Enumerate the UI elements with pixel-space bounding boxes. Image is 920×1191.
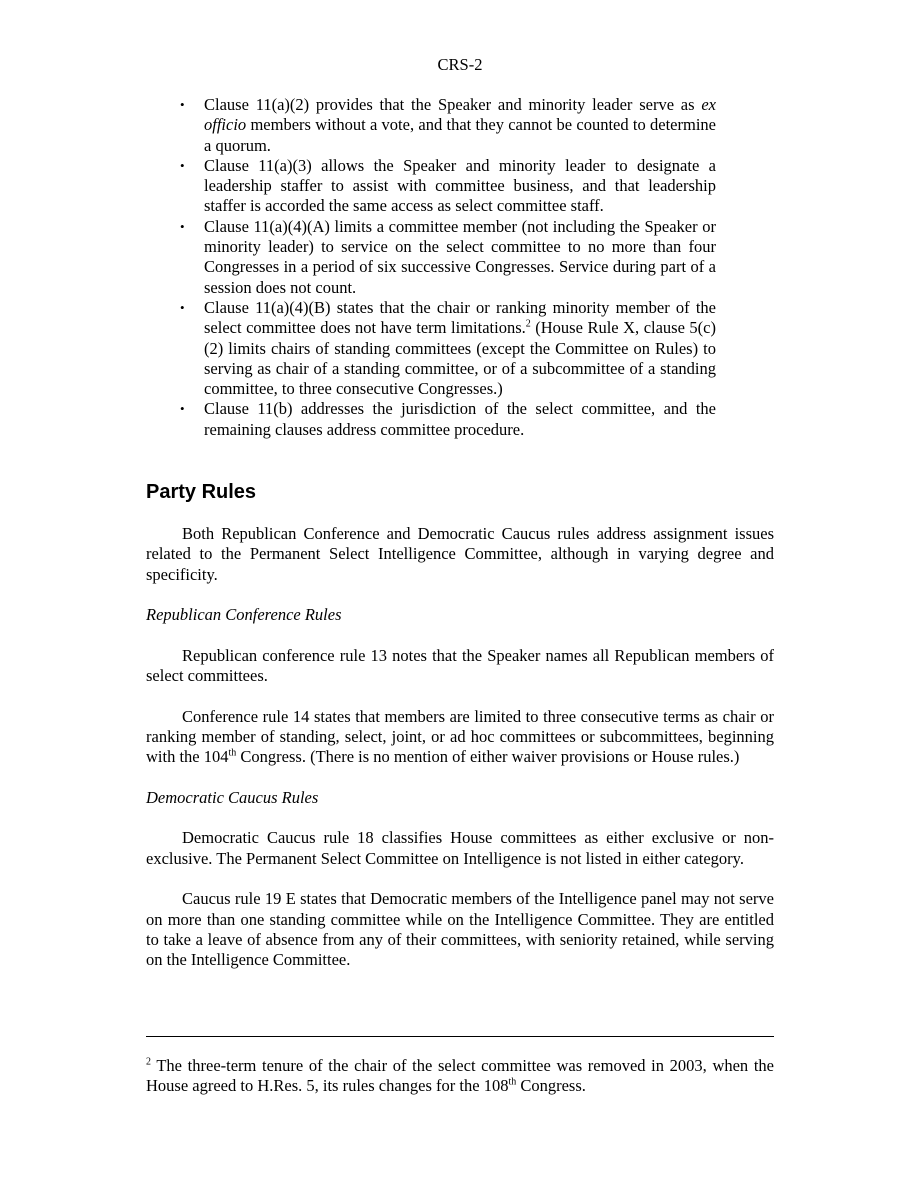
bullet-text: Clause 11(b) addresses the jurisdiction of the select committee, and the remaining clauses address committee procedure. (204, 399, 716, 439)
footnote-divider (146, 1036, 774, 1037)
ordinal-suffix: th (228, 747, 237, 759)
footnote-marker: 2 (146, 1056, 151, 1068)
footnote-text: The three-term tenure of the chair of the select committee was removed in 2003, when the House agreed to H.Res. 5, its rules changes for the 108 (146, 1056, 774, 1096)
footnote-text: Congress. (516, 1076, 586, 1096)
party-rules-body (146, 524, 774, 971)
paragraph-text: Conference rule 14 states that members are limited to three consecutive terms as chair or ranking member of standing, select, joint, or ad hoc committees or subcommittees, beginning with the 104 (146, 706, 774, 767)
bullet-icon: • (180, 157, 185, 173)
bullet-italic-text: ex officio (204, 95, 716, 135)
bullet-item (180, 156, 716, 217)
bullet-text: Clause 11(a)(4)(A) limits a committee member (not including the Speaker or minority leader) to service on the select committee to no more than four Congresses in a period of six successive Congresses. Service during part of a session does not count. (204, 216, 716, 297)
footnote-2 (146, 1056, 774, 1097)
bullet-text: Clause 11(a)(4)(B) states that the chair or ranking minority member of the select committee does not have term limitations. (204, 297, 716, 338)
bullet-item (180, 399, 716, 440)
democratic-paragraph-rule-19: Caucus rule 19 E states that Democratic members of the Intelligence panel may not serve on more than one standing committee while on the Intelligence Committee. They are entitled to take a leave of absence from any of their committees, with seniority retained, while serving on the Intelligence Committee. (146, 889, 774, 970)
bullet-icon: • (180, 218, 185, 234)
bullet-icon: • (180, 299, 185, 315)
bullet-item (180, 95, 716, 156)
intro-paragraph: Both Republican Conference and Democratic Caucus rules address assignment issues related to the Permanent Select Intelligence Committee, although in varying degree and specificity. (146, 524, 774, 584)
bullet-text: members without a vote, and that they cannot be counted to determine a quorum. (204, 115, 716, 155)
bullet-text: Clause 11(a)(3) allows the Speaker and minority leader to designate a leadership staffer to assist with committee business, and that leadership staffer is accorded the same access as select committee staff. (204, 155, 716, 216)
bullet-icon: • (180, 401, 185, 417)
subheading-democratic-rules: Democratic Caucus Rules (146, 787, 319, 807)
paragraph-text: Congress. (There is no mention of either waiver provisions or House rules.) (236, 747, 740, 767)
section-heading-party-rules: Party Rules (146, 481, 257, 503)
ordinal-suffix: th (508, 1076, 517, 1088)
bullet-text: Clause 11(a)(2) provides that the Speaker and minority leader serve as (204, 95, 702, 114)
bullet-icon: • (180, 97, 185, 112)
democratic-paragraph-rule-18: Democratic Caucus rule 18 classifies House committees as either exclusive or non-exclusive. The Permanent Select Committee on Intelligence is not listed in either category. (146, 828, 774, 868)
clause-bullet-list (180, 95, 716, 440)
subheading-republican-rules: Republican Conference Rules (146, 605, 342, 625)
bullet-item (180, 217, 716, 298)
bullet-text: (House Rule X, clause 5(c)(2) limits chairs of standing committees (except the Committee on Rules) to serving as chair of a standing committee, or of a subcommittee of a standing committee, to three consecutive Congresses.) (204, 318, 716, 399)
page-header: CRS-2 (437, 55, 483, 74)
republican-paragraph-rule-14 (146, 707, 774, 768)
footnote-reference: 2 (525, 318, 531, 330)
bullet-item (180, 298, 716, 399)
republican-paragraph-rule-13: Republican conference rule 13 notes that the Speaker names all Republican members of select committees. (146, 645, 774, 686)
